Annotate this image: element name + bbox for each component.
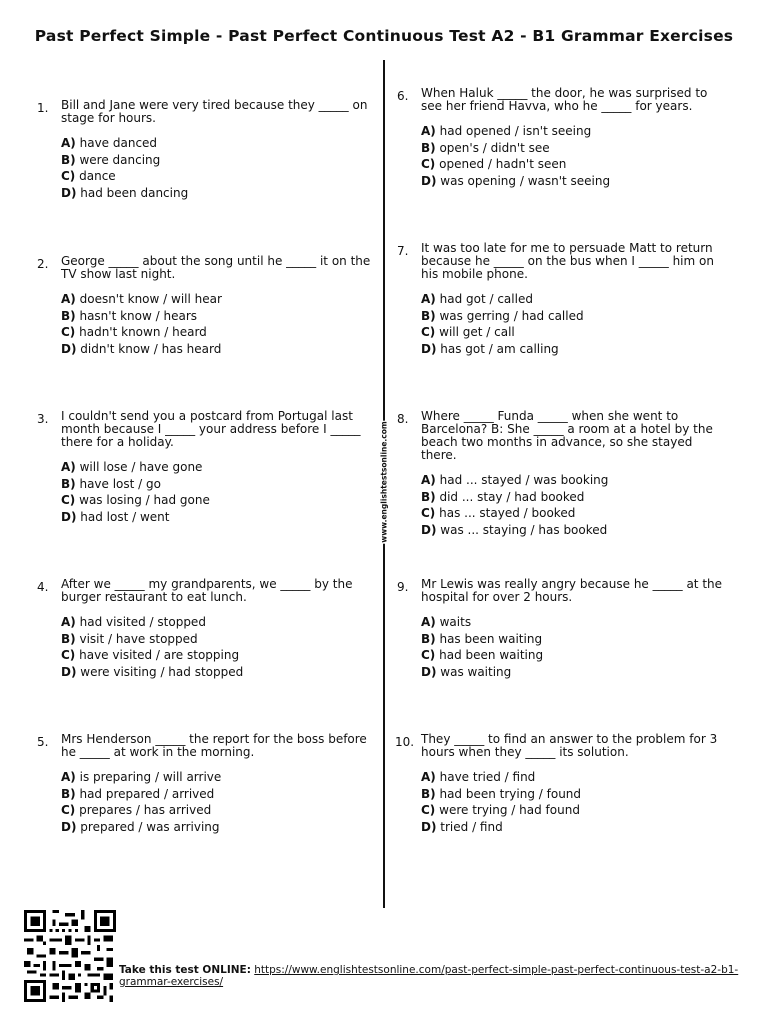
question-number: 10.: [395, 735, 415, 749]
option-b[interactable]: B) hasn't know / hears: [61, 308, 198, 323]
question-stem: George _____ about the song until he _____ it on the TV show last night.: [61, 254, 371, 281]
question-stem: Bill and Jane were very tired because they _____ on stage for hours.: [61, 98, 368, 125]
question-1: [37, 98, 379, 201]
option-d[interactable]: D) had been dancing: [61, 185, 189, 200]
option-a[interactable]: A) had visited / stopped: [61, 615, 206, 629]
option-a[interactable]: A) have danced: [61, 136, 158, 150]
footer-lead: Take this test ONLINE:: [119, 964, 251, 976]
option-a[interactable]: A) will lose / have gone: [61, 460, 203, 474]
question-number: 1.: [37, 101, 49, 115]
option-b[interactable]: B) have lost / go: [61, 476, 161, 491]
question-5: [37, 732, 379, 835]
question-9: [397, 577, 731, 680]
question-stem: Mr Lewis was really angry because he _____ at the hospital for over 2 hours.: [421, 577, 723, 604]
question-number: 3.: [37, 412, 49, 426]
option-b[interactable]: B) has been waiting: [421, 631, 543, 646]
option-d[interactable]: D) didn't know / has heard: [61, 341, 222, 356]
question-7: [397, 241, 731, 357]
option-c[interactable]: C) had been waiting: [421, 648, 544, 662]
test-url-link[interactable]: https://www.englishtestsonline.com/past-perfect-simple-past-perfect-continuous-test-a2-b1-grammar-exercises/: [119, 964, 739, 988]
option-a[interactable]: A) had opened / isn't seeing: [421, 124, 592, 138]
option-c[interactable]: C) dance: [61, 169, 116, 183]
option-b[interactable]: B) open's / didn't see: [421, 140, 550, 155]
question-10: [395, 732, 731, 835]
question-stem: When Haluk _____ the door, he was surprised to see her friend Havva, who he _____ for years.: [421, 86, 708, 113]
question-stem: Where _____ Funda _____ when she went to Barcelona? B: She _____ a room at a hotel by the beach two months in advance, so she stayed there.: [421, 409, 713, 462]
side-url-text: www.englishtestsonline.com: [379, 421, 389, 543]
question-stem: Mrs Henderson _____ the report for the boss before he _____ at work in the morning.: [61, 732, 367, 759]
option-a[interactable]: A) doesn't know / will hear: [61, 292, 222, 306]
option-d[interactable]: D) was opening / wasn't seeing: [421, 173, 611, 188]
question-number: 9.: [397, 580, 409, 594]
option-a[interactable]: A) have tried / find: [421, 770, 536, 784]
question-number: 5.: [37, 735, 49, 749]
question-6: [397, 86, 731, 189]
option-c[interactable]: C) will get / call: [421, 325, 515, 339]
option-b[interactable]: B) visit / have stopped: [61, 631, 198, 646]
question-8: [397, 409, 731, 538]
option-a[interactable]: A) had got / called: [421, 292, 533, 306]
question-stem: I couldn't send you a postcard from Portugal last month because I _____ your address before I _____ there for a holiday.: [61, 409, 361, 449]
option-b[interactable]: B) did ... stay / had booked: [421, 489, 585, 504]
option-b[interactable]: B) were dancing: [61, 152, 161, 167]
option-a[interactable]: A) had ... stayed / was booking: [421, 473, 609, 487]
option-d[interactable]: D) was waiting: [421, 664, 512, 679]
option-d[interactable]: D) has got / am calling: [421, 341, 559, 356]
question-number: 6.: [397, 89, 409, 103]
question-stem: After we _____ my grandparents, we _____ by the burger restaurant to eat lunch.: [61, 577, 353, 604]
option-d[interactable]: D) was ... staying / has booked: [421, 522, 608, 537]
footer-online-link: [119, 964, 739, 988]
qr-code-icon[interactable]: [24, 910, 116, 1002]
option-a[interactable]: A) waits: [421, 615, 472, 629]
option-a[interactable]: A) is preparing / will arrive: [61, 770, 222, 784]
option-b[interactable]: B) was gerring / had called: [421, 308, 584, 323]
option-c[interactable]: C) was losing / had gone: [61, 493, 210, 507]
option-b[interactable]: B) had prepared / arrived: [61, 786, 215, 801]
option-d[interactable]: D) tried / find: [421, 819, 503, 834]
option-c[interactable]: C) opened / hadn't seen: [421, 157, 567, 171]
option-b[interactable]: B) had been trying / found: [421, 786, 582, 801]
option-d[interactable]: D) were visiting / had stopped: [61, 664, 244, 679]
question-number: 4.: [37, 580, 49, 594]
question-4: [37, 577, 379, 680]
option-d[interactable]: D) had lost / went: [61, 509, 170, 524]
question-stem: They _____ to find an answer to the problem for 3 hours when they _____ its solution.: [421, 732, 718, 759]
page-title: Past Perfect Simple - Past Perfect Continuous Test A2 - B1 Grammar Exercises: [34, 27, 734, 45]
question-number: 7.: [397, 244, 409, 258]
question-stem: It was too late for me to persuade Matt to return because he _____ on the bus when I _____ him on his mobile phone.: [421, 241, 714, 281]
question-number: 8.: [397, 412, 409, 426]
question-3: [37, 409, 379, 525]
option-c[interactable]: C) have visited / are stopping: [61, 648, 240, 662]
option-c[interactable]: C) prepares / has arrived: [61, 803, 212, 817]
option-c[interactable]: C) hadn't known / heard: [61, 325, 207, 339]
question-2: [37, 254, 379, 357]
option-d[interactable]: D) prepared / was arriving: [61, 819, 220, 834]
option-c[interactable]: C) has ... stayed / booked: [421, 506, 576, 520]
question-number: 2.: [37, 257, 49, 271]
option-c[interactable]: C) were trying / had found: [421, 803, 580, 817]
